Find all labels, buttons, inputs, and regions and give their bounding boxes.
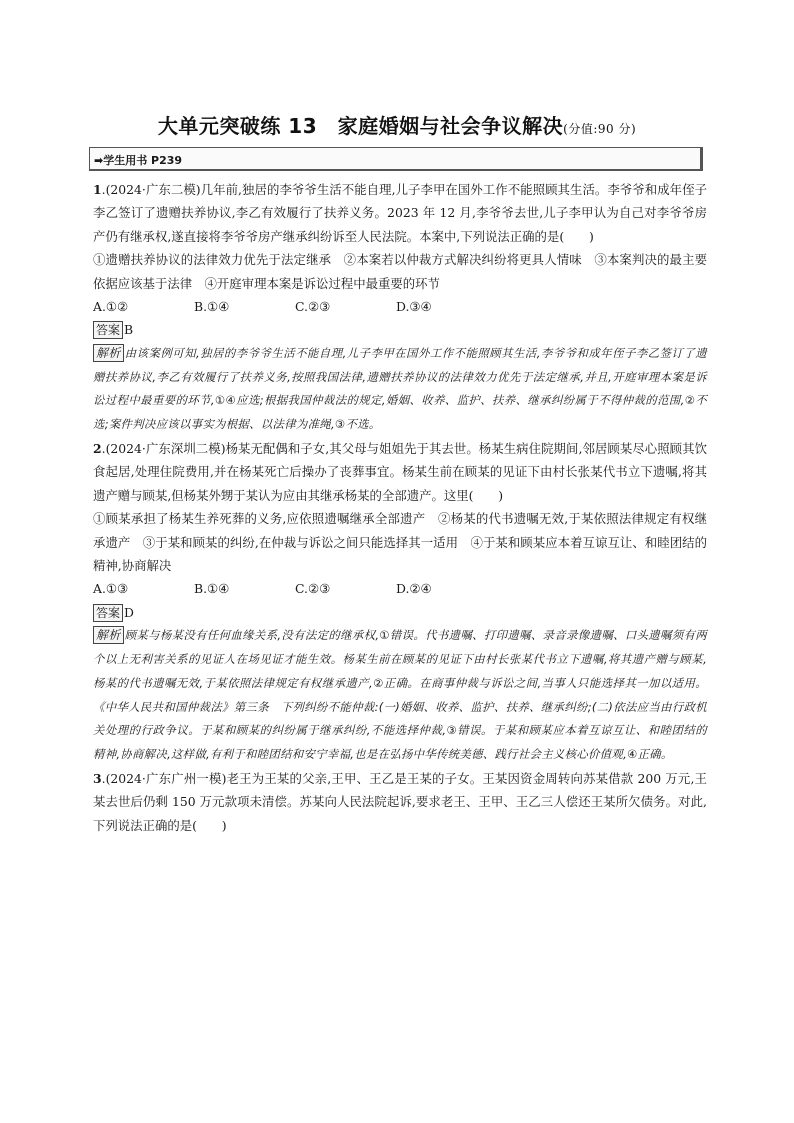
question-2-stem: [93, 437, 707, 507]
question-list: [93, 178, 707, 837]
question-text: .(2024·广东二模)几年前,独居的李爷爷生活不能自理,儿子李甲在国外工作不能照顾其生活。李爷爷和成年侄子李乙签订了遗赠扶养协议,李乙有效履行了扶养义务。2023 年 12 月,李爷爷去世,儿子李甲认为自己对李爷爷房产仍有继承权,遂直接将李爷爷房产继承纠纷诉至人民法院。本案中,下列说法正确的是( ): [93, 182, 707, 244]
question-number: 1: [93, 182, 102, 197]
question-2-explanation: [93, 624, 707, 767]
explanation-text: 由该案例可知,独居的李爷爷生活不能自理,儿子李甲在国外工作不能照顾其生活,李爷爷和成年侄子李乙签订了遗赠扶养协议,李乙有效履行了扶养义务,按照我国法律,遗赠扶养协议的法律效力优先于法定继承,并且,开庭审理本案是诉讼过程中最重要的环节,①④应选;根据我国仲裁法的规定,婚姻、收养、监护、扶养、继承纠纷属于不得仲裁的范围,②不选;案件判决应该以事实为根据、以法律为准绳,③不选。: [93, 345, 707, 432]
page-title: [0, 110, 794, 139]
question-2-options: [93, 577, 707, 600]
question-3-stem: [93, 767, 707, 837]
question-number: 2: [93, 441, 102, 457]
question-2-statements: ①顾某承担了杨某生养死葬的义务,应依照遗嘱继承全部遗产 ②杨某的代书遗嘱无效,于某依照法律规定有权继承遗产 ③于某和顾某的纠纷,在仲裁与诉讼之间只能选择其一适用 ④于某和顾某应本着互谅互让、和睦团结的精神,协商解决: [93, 511, 707, 574]
answer-tag: 答案: [93, 321, 123, 339]
explanation-tag: 解析: [93, 626, 124, 644]
explanation-tag: 解析: [93, 344, 124, 362]
option-c: C.②③: [295, 581, 331, 597]
answer-tag: 答案: [93, 604, 123, 622]
question-2-answer: [93, 601, 707, 624]
question-1-answer: [93, 318, 707, 341]
question-text: .(2024·广东深圳二模)杨某无配偶和子女,其父母与姐姐先于其去世。杨某生病住院期间,邻居顾某尽心照顾其饮食起居,处理住院费用,并在杨某死亡后操办了丧葬事宜。杨某生前在顾某的见证下由村长张某代书立下遗嘱,将其遗产赠与顾某,但杨某外甥于某认为应由其继承杨某的全部遗产。这里( ): [93, 441, 707, 503]
option-b: B.①④: [194, 299, 230, 315]
title-score: (分值:90 分): [563, 122, 637, 136]
book-reference: ➡学生用书 P239: [94, 154, 183, 167]
answer-value: D: [124, 604, 134, 620]
option-b: B.①④: [194, 581, 230, 597]
option-d: D.②④: [396, 581, 432, 597]
title-main: 大单元突破练 13 家庭婚姻与社会争议解决: [157, 114, 564, 138]
explanation-text: 顾某与杨某没有任何血缘关系,没有法定的继承权,①错误。代书遗嘱、打印遗嘱、录音录像遗嘱、口头遗嘱须有两个以上无利害关系的见证人在场见证才能生效。杨某生前在顾某的见证下由村长张某代书立下遗嘱,将其遗产赠与顾某,杨某的代书遗嘱无效,于某依照法律规定有权继承遗产,②正确。在商事仲裁与诉讼之间,当事人只能选择其一加以适用。《中华人民共和国仲裁法》第三条 下列纠纷不能仲裁:(一)婚姻、收养、监护、扶养、继承纠纷;(二)依法应当由行政机关处理的行政争议。于某和顾某的纠纷属于继承纠纷,不能选择仲裁,③错误。于某和顾某应本着互谅互让、和睦团结的精神,协商解决,这样做,有利于和睦团结和安宁幸福,也是在弘扬中华传统美德、践行社会主义核心价值观,④正确。: [93, 628, 707, 762]
option-c: C.②③: [295, 299, 331, 315]
question-text: .(2024·广东广州一模)老王为王某的父亲,王甲、王乙是王某的子女。王某因资金周转向苏某借款 200 万元,王某去世后仍剩 150 万元款项未清偿。苏某向人民法院起诉,要求老王、王甲、王乙三人偿还王某所欠债务。对此,下列说法正确的是( ): [93, 771, 707, 833]
book-reference-bar: [89, 147, 703, 171]
option-a: A.①③: [93, 581, 129, 597]
question-1-statements: ①遗赠扶养协议的法律效力优先于法定继承 ②本案若以仲裁方式解决纠纷将更具人情味 ③本案判决的最主要依据应该基于法律 ④开庭审理本案是诉讼过程中最重要的环节: [93, 252, 707, 291]
question-1-stem: [93, 178, 707, 248]
question-1-explanation: [93, 342, 707, 437]
question-1-options: [93, 295, 707, 318]
option-a: A.①②: [93, 299, 129, 315]
question-number: 3: [93, 771, 102, 787]
answer-value: B: [124, 322, 134, 338]
option-d: D.③④: [396, 299, 432, 315]
